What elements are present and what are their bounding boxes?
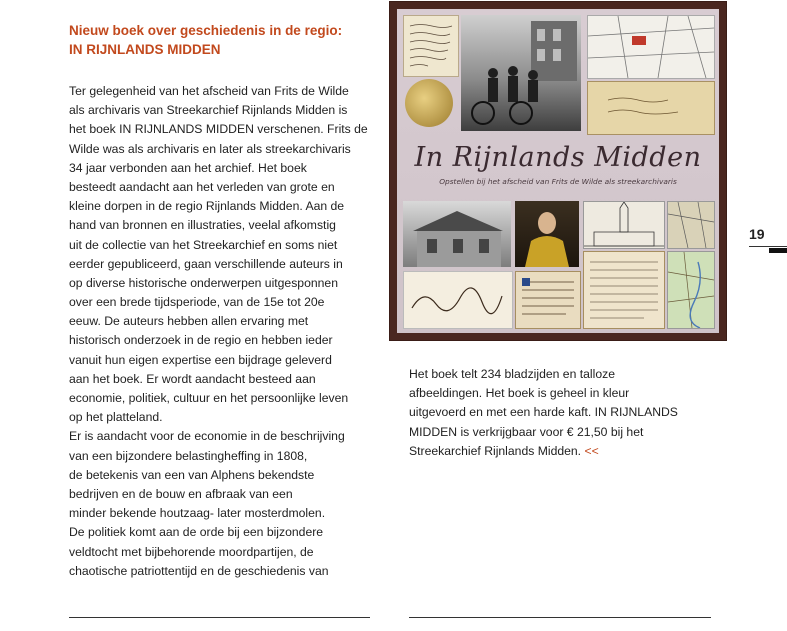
page-number-bar xyxy=(769,248,787,253)
body-line: Het boek telt 234 bladzijden en talloze xyxy=(409,367,615,381)
body-line: economie, politiek, cultuur en het persoonlijke leven xyxy=(69,391,349,405)
body-line: op diverse historische onderwerpen uitgesponnen xyxy=(69,275,338,290)
cover-tile-medal xyxy=(405,79,453,127)
body-line: Wilde was als archivaris en later als streekarchivaris xyxy=(69,141,351,156)
cover-tile-signature xyxy=(403,271,513,329)
article-heading-line-2: IN RIJNLANDS MIDDEN xyxy=(69,42,221,57)
body-line: afbeeldingen. Het boek is geheel in kleur xyxy=(409,386,630,401)
cover-tile-document xyxy=(587,81,715,135)
back-link[interactable]: << xyxy=(584,443,599,458)
body-line: chaotische patriottentijd en de geschiedenis van xyxy=(69,563,329,578)
column-divider-left xyxy=(69,617,370,618)
body-line-last xyxy=(409,442,719,461)
body-line: van een bijzondere belastingheffing in 1808, xyxy=(69,448,308,463)
cover-tile-church-etching xyxy=(583,201,665,249)
body-line: minder bekende houtzaag- later mosterdmolen. xyxy=(69,506,326,521)
body-line: het boek IN RIJNLANDS MIDDEN verschenen. Frits de xyxy=(69,122,368,137)
body-line: uitgevoerd en met een harde kaft. IN RIJNLANDS xyxy=(409,405,678,420)
page-number: 19 xyxy=(749,226,765,242)
cover-tile-land-map xyxy=(667,251,715,329)
book-cover-image xyxy=(390,2,726,340)
book-cover-subtitle: Opstellen bij het afscheid van Frits de Wilde als streekarchivaris xyxy=(439,177,677,186)
body-line: veldtocht met bijbehorende moordpartijen, de xyxy=(69,544,314,559)
article-heading-line-1: Nieuw boek over geschiedenis in de regio: xyxy=(69,23,343,38)
body-line: Er is aandacht voor de economie in de beschrijving xyxy=(69,429,345,444)
body-line: uit de collectie van het Streekarchief en soms niet xyxy=(69,237,338,252)
cover-tile-street-photo xyxy=(461,15,581,131)
body-line: eerder gepubliceerd, gaan verschillende auteurs in xyxy=(69,256,343,271)
column-divider-right xyxy=(409,617,711,618)
body-line: over een brede tijdsperiode, van de 15e tot 20e xyxy=(69,295,325,310)
body-line: de betekenis van een van Alphens bekendste xyxy=(69,467,315,482)
body-line: op het platteland. xyxy=(69,410,163,425)
body-line: aan het boek. Er wordt aandacht besteed aan xyxy=(69,371,316,386)
cover-tile-manuscript xyxy=(515,271,581,329)
body-line: als archivaris van Streekarchief Rijnlands Midden is xyxy=(69,103,348,118)
body-line: kleine dorpen in de regio Rijnlands Midden. Aan de xyxy=(69,199,345,214)
cover-tile-portrait xyxy=(515,201,579,267)
cover-tile-handwritten-note xyxy=(403,15,459,77)
page-number-rule xyxy=(749,246,787,247)
body-line: bedrijven en de bouw en afbraak van een xyxy=(69,486,293,501)
body-line: 34 jaar verbonden aan het archief. Het boek xyxy=(69,160,307,175)
body-line: besteedt aandacht aan het verleden van grote en xyxy=(69,179,335,194)
body-line: eeuw. De auteurs hebben allen ervaring met xyxy=(69,314,309,329)
body-line: vanuit hun eigen expertise een bijdrage geleverd xyxy=(69,352,332,367)
book-cover-face xyxy=(397,9,719,333)
body-line: De politiek komt aan de orde bij een bijzondere xyxy=(69,525,324,540)
article-body-right xyxy=(409,365,719,461)
cover-tile-building-photo xyxy=(403,201,511,267)
body-line: historisch onderzoek in de regio en hebben ieder xyxy=(69,333,333,348)
cover-tile-map xyxy=(587,15,715,79)
body-line: Ter gelegenheid van het afscheid van Frits de Wilde xyxy=(69,84,349,98)
article-heading xyxy=(69,21,389,59)
body-line-text: Streekarchief Rijnlands Midden. xyxy=(409,443,582,458)
cover-tile-old-map xyxy=(667,201,715,249)
cover-tile-printed-text xyxy=(583,251,665,329)
book-cover-title: In Rijnlands Midden xyxy=(414,142,702,173)
body-line: hand van bronnen en illustraties, veelal afkomstig xyxy=(69,218,336,233)
article-body-left xyxy=(69,82,381,581)
body-line: MIDDEN is verkrijgbaar voor € 21,50 bij het xyxy=(409,424,644,439)
